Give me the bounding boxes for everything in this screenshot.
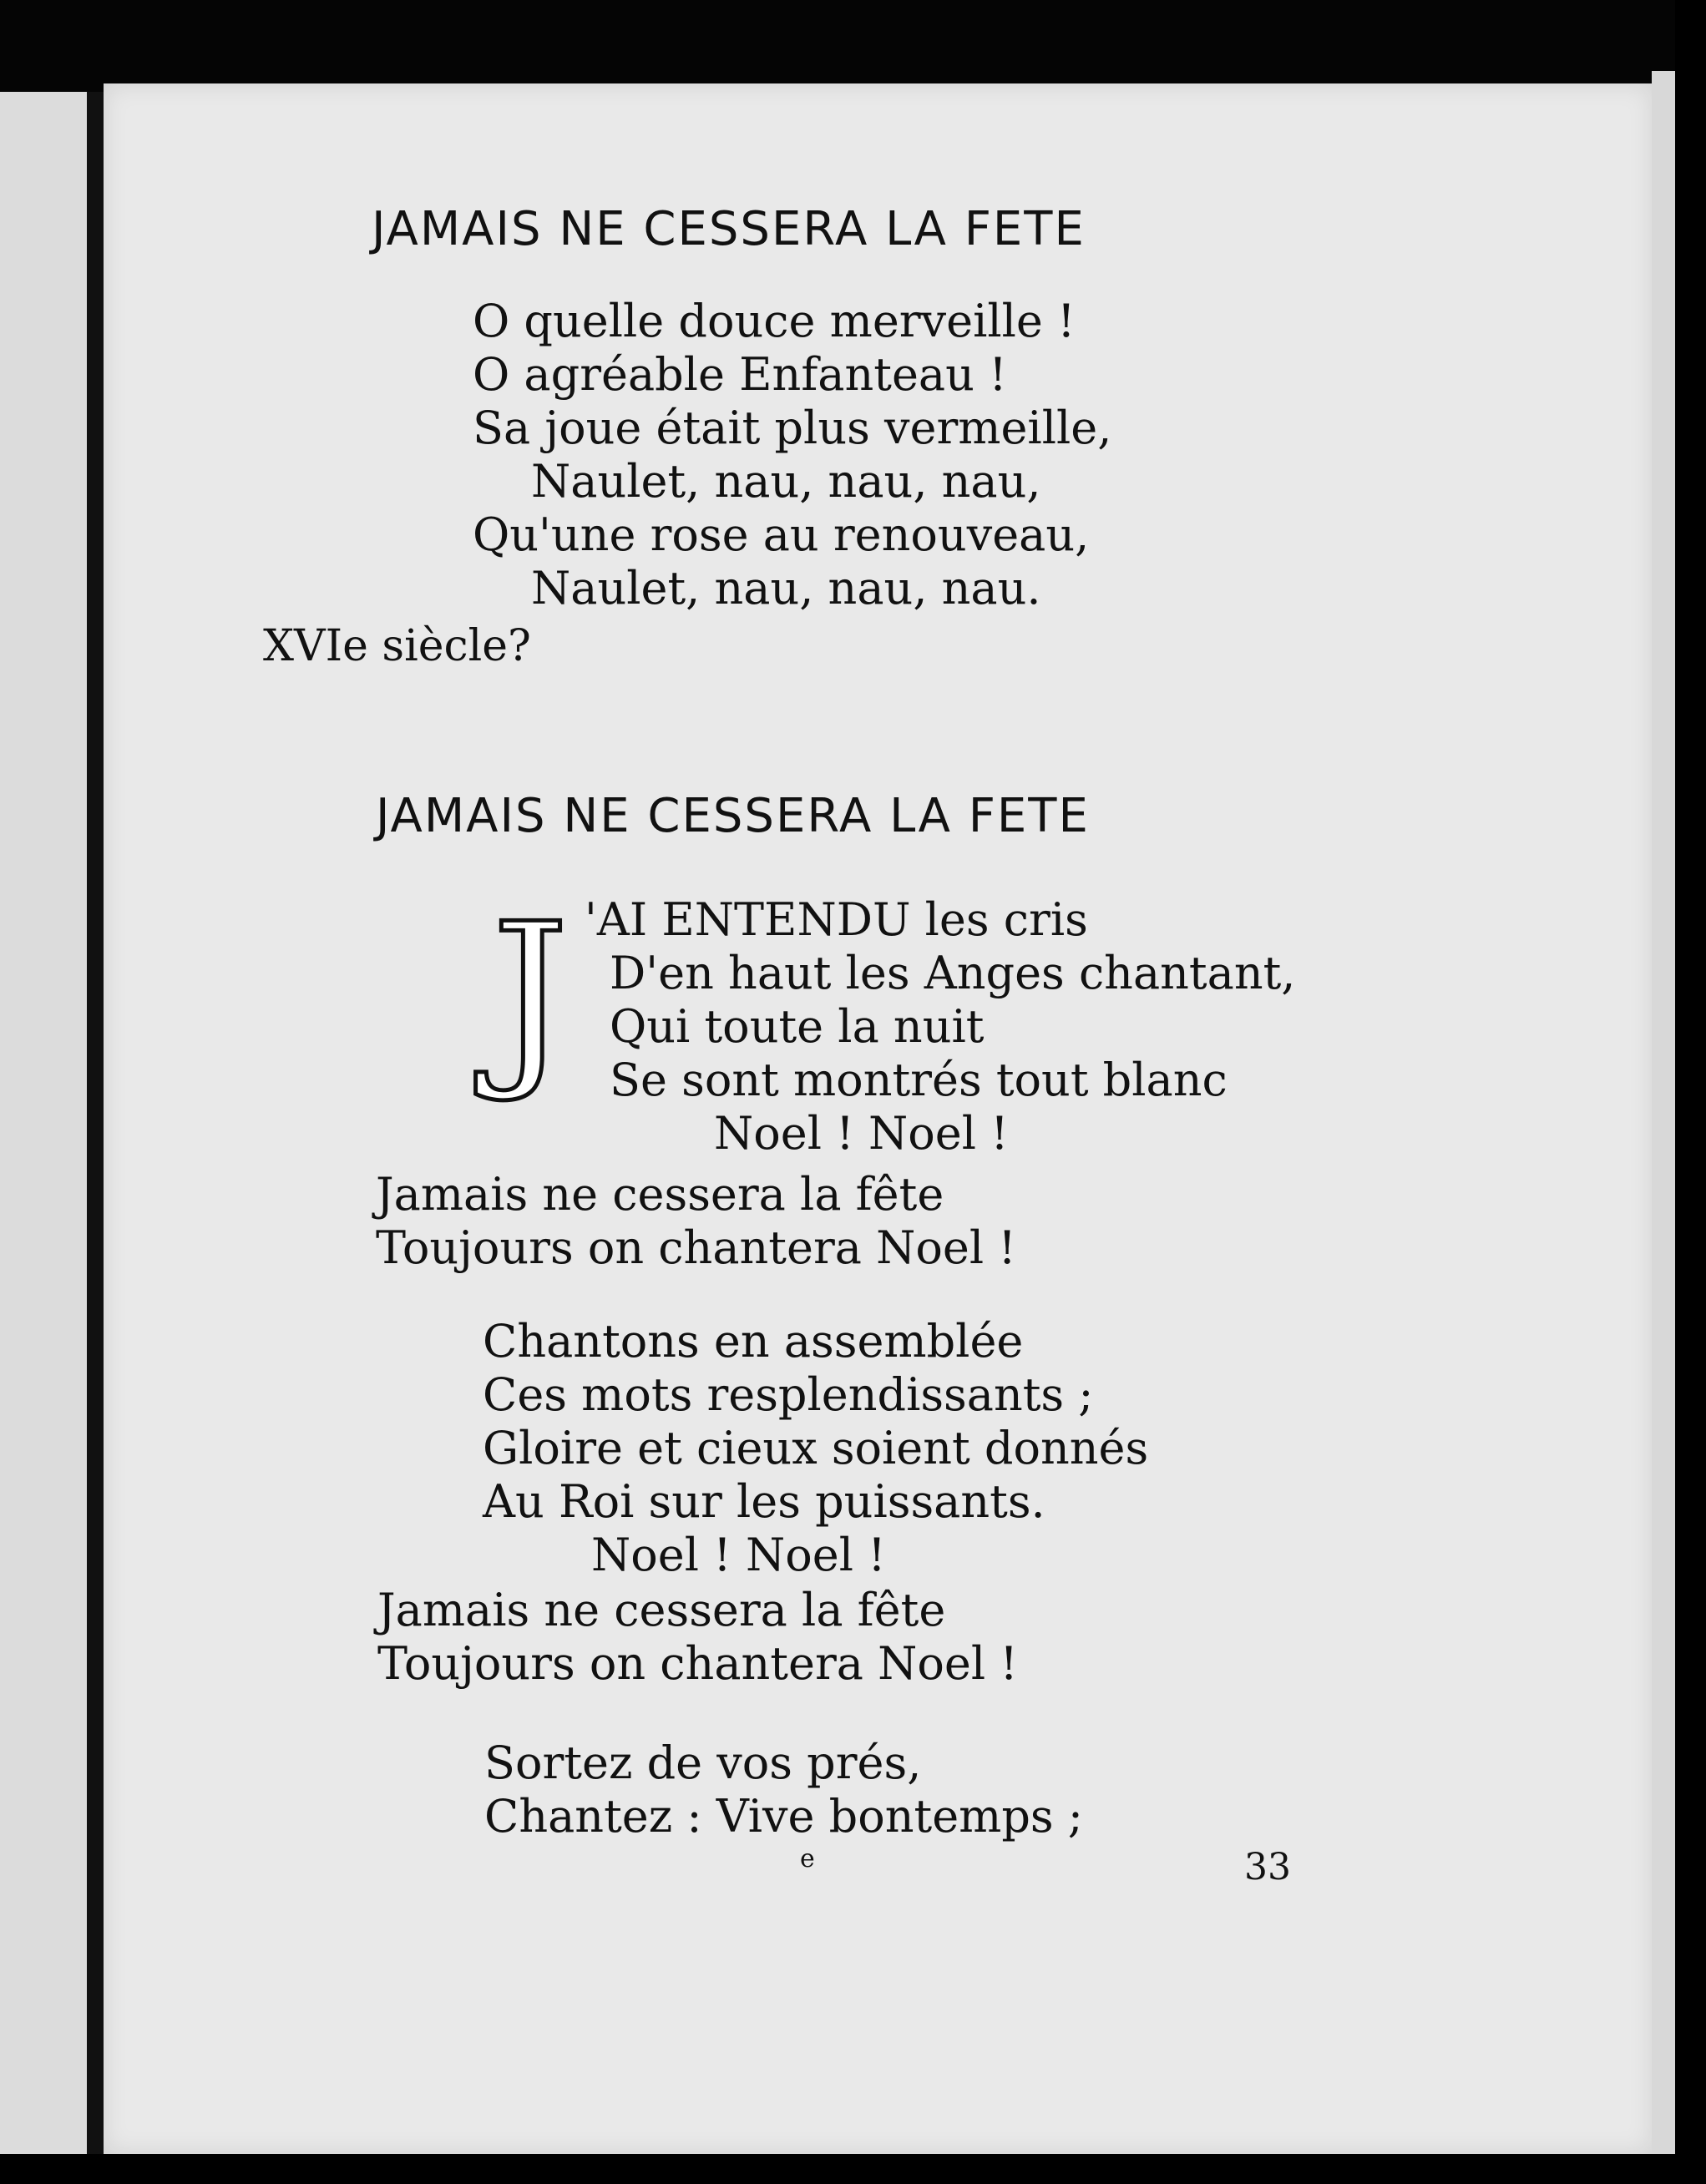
right-page-edge: [1652, 71, 1675, 2184]
bottom-scan-border: [0, 2154, 1706, 2184]
stanza-2-line-3: Gloire et cieux soient donnés: [483, 1422, 1149, 1474]
first-carol-refrain-2: Naulet, nau, nau, nau.: [531, 562, 1041, 614]
printer-mark: e: [800, 1844, 815, 1873]
stanza-2-refrain-noel: Noel ! Noel !: [591, 1529, 886, 1581]
source-note: XVIe siècle?: [263, 621, 531, 671]
first-carol-line-1: O quelle douce merveille !: [473, 295, 1076, 347]
first-carol-line-2: O agréable Enfanteau !: [473, 348, 1007, 401]
stanza-1-refrain-noel: Noel ! Noel !: [714, 1107, 1009, 1160]
stanza-3-line-2: Chantez : Vive bontemps ;: [484, 1790, 1084, 1843]
first-carol-line-3: Sa joue était plus vermeille,: [473, 402, 1112, 454]
stanza-2-line-1: Chantons en assemblée: [483, 1315, 1024, 1368]
stanza-1-line-4: Se sont montrés tout blanc: [610, 1054, 1228, 1106]
stanza-1-refrain-line-1: Jamais ne cessera la fête: [376, 1168, 944, 1221]
stanza-2-line-4: Au Roi sur les puissants.: [483, 1475, 1045, 1528]
page-number: 33: [1244, 1846, 1291, 1888]
stanza-1-refrain-line-2: Toujours on chantera Noel !: [376, 1221, 1016, 1274]
stanza-3-line-1: Sortez de vos prés,: [484, 1737, 922, 1789]
book-spine: [87, 92, 105, 2154]
stanza-1-line-1: 'AI ENTENDU les cris: [585, 893, 1088, 946]
stanza-1-line-2: D'en haut les Anges chantant,: [610, 947, 1296, 999]
right-scan-border: [1675, 0, 1706, 2184]
stanza-2-refrain-line-1: Jamais ne cessera la fête: [377, 1584, 946, 1636]
stanza-2-refrain-line-2: Toujours on chantera Noel !: [377, 1637, 1018, 1690]
left-page-edge: [0, 92, 94, 2154]
stanza-1-line-3: Qui toute la nuit: [610, 1000, 985, 1053]
second-carol-title: JAMAIS NE CESSERA LA FETE: [376, 789, 1090, 843]
first-carol-refrain-1: Naulet, nau, nau, nau,: [531, 455, 1041, 508]
drop-cap-j: J: [491, 883, 570, 1106]
first-carol-line-5: Qu'une rose au renouveau,: [473, 508, 1090, 561]
stanza-2-line-2: Ces mots resplendissants ;: [483, 1368, 1094, 1421]
first-carol-title: JAMAIS NE CESSERA LA FETE: [372, 202, 1086, 256]
